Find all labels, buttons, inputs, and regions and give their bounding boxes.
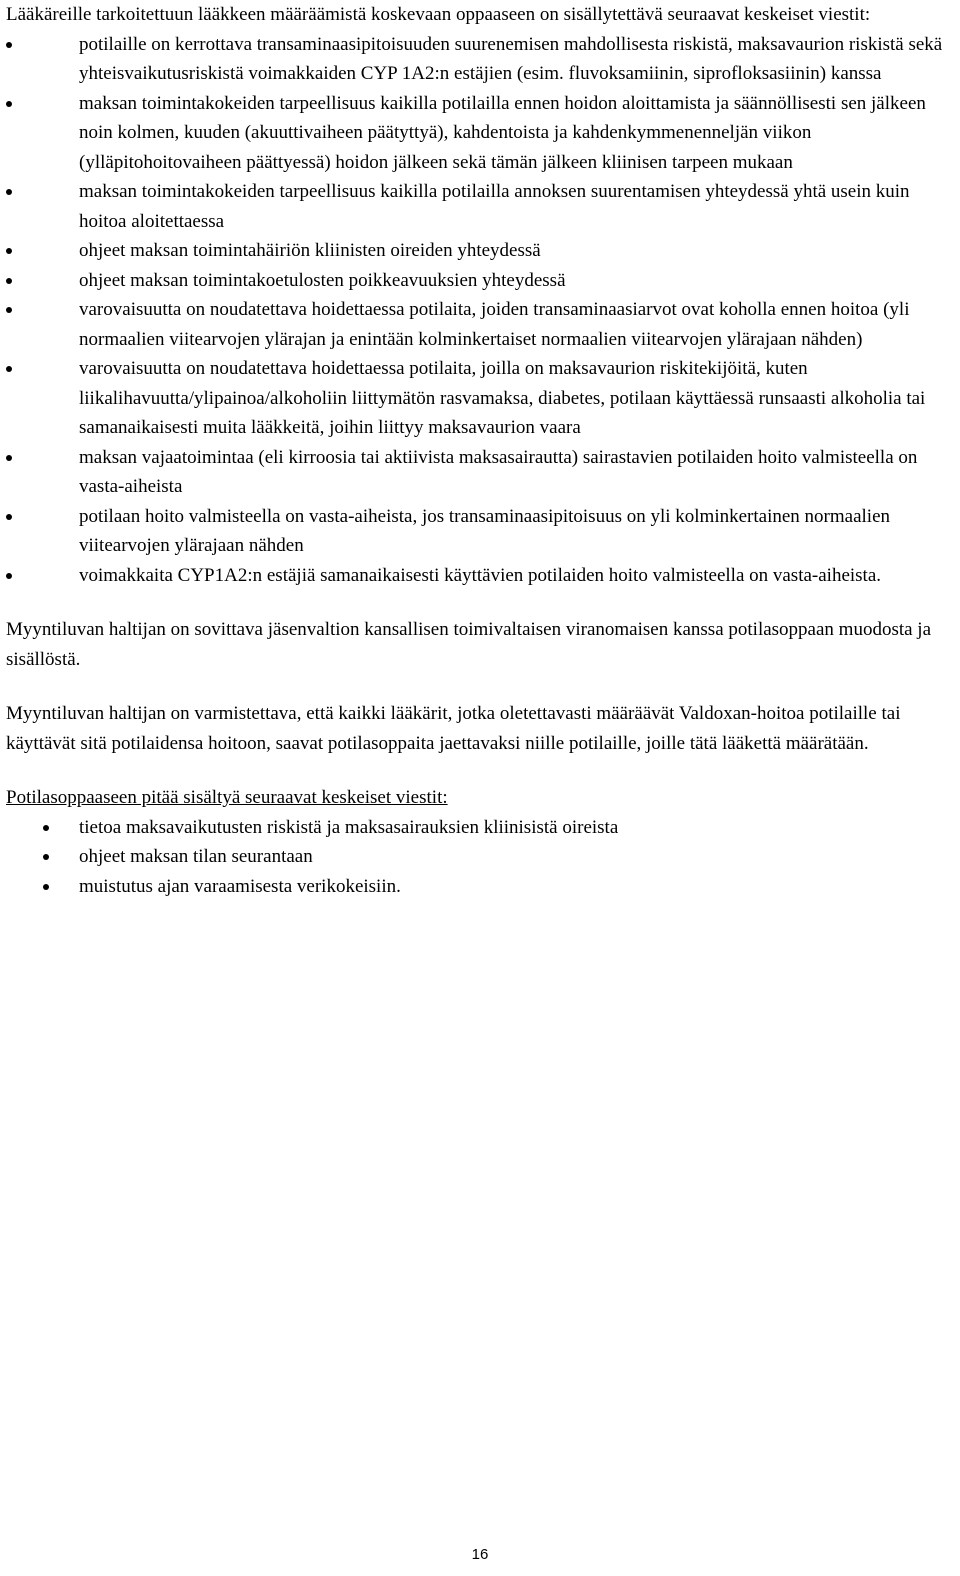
list-item [6,30,956,89]
patient-messages-list [6,813,956,902]
list-item-text: ohjeet maksan toimintahäiriön kliinisten oireiden yhteydessä [79,240,541,261]
list-item [6,502,956,561]
bullet-icon [6,248,12,254]
bullet-icon [43,854,49,860]
list-item-text: maksan vajaatoimintaa (eli kirroosia tai aktiivista maksasairautta) sairastavien potilaiden hoito valmisteella on vasta-aiheista [79,446,918,497]
bullet-icon [6,307,12,313]
bullet-icon [6,455,12,461]
list-item-text: maksan toimintakokeiden tarpeellisuus kaikilla potilailla ennen hoidon aloittamista ja säännöllisesti sen jälkeen noin kolmen, kuuden (akuuttivaiheen päätyttyä), kahdentoista ja kahdenkymmenenneljän viikon (ylläpitohoitovaiheen päättyessä) hoidon jälkeen sekä tämän jälkeen kliinisen tarpeen mukaan [79,92,926,173]
list-item [6,443,956,502]
list-item-text: ohjeet maksan toimintakoetulosten poikkeavuuksien yhteydessä [79,269,566,291]
list-item [6,872,956,902]
list-item-text: ohjeet maksan tilan seurantaan [79,846,313,867]
bullet-icon [6,366,12,372]
bullet-icon [6,514,12,520]
list-item-text: varovaisuutta on noudatettava hoidettaessa potilaita, joiden transaminaasiarvot ovat koholla ennen hoitoa (yli normaalien viitearvojen ylärajan ja enintään kolminkertaiset normaalien viitearvojen ylärajaan nähden) [79,299,910,350]
list-item [6,561,956,591]
list-item-text: varovaisuutta on noudatettava hoidettaessa potilaita, joilla on maksavaurion riskitekijöitä, kuten liikalihavuutta/ylipainoa/alkoholiin liittymätön rasvamaksa, diabetes, potilaan käyttäessä runsaasti alkoholia tai samanaikaisesti muita lääkkeitä, joihin liittyy maksavaurion vaara [79,358,926,438]
bullet-icon [6,101,12,107]
list-item-text: potilaan hoito valmisteella on vasta-aiheista, jos transaminaasipitoisuus on yli kolminkertainen normaalien viitearvojen ylärajaan nähden [79,505,891,556]
list-item [6,266,956,296]
bullet-icon [6,278,12,284]
list-item-text: maksan toimintakokeiden tarpeellisuus kaikilla potilailla annoksen suurentamisen yhteydessä yhtä usein kuin hoitoa aloitettaessa [79,181,910,232]
patient-guide-heading: Potilasoppaaseen pitää sisältyä seuraavat keskeiset viestit: [6,787,448,808]
paragraph-1: Myyntiluvan haltijan on sovittava jäsenvaltion kansallisen toimivaltaisen viranomaisen kanssa potilasoppaan muodosta ja sisällöstä. [6,619,932,670]
page-number: 16 [471,1546,489,1563]
list-item [6,177,956,236]
bullet-icon [43,825,49,831]
list-item [6,354,956,443]
list-item-text: voimakkaita CYP1A2:n estäjiä samanaikaisesti käyttävien potilaiden hoito valmisteella on vasta-aiheista. [79,564,882,586]
paragraph-2: Myyntiluvan haltijan on varmistettava, että kaikki lääkärit, jotka oletettavasti määräävät Valdoxan-hoitoa potilaille tai käyttävät sitä potilaidensa hoitoon, saavat potilasoppaita jaettavaksi niille potilaille, joille tätä lääkettä määrätään. [6,703,901,754]
physician-messages-list [6,30,956,591]
list-item [6,89,956,178]
intro-text: Lääkäreille tarkoitettuun lääkkeen määräämistä koskevaan oppaaseen on sisällytettävä seuraavat keskeiset viestit: [6,4,871,25]
list-item [6,813,956,843]
bullet-icon [6,189,12,195]
bullet-icon [43,884,49,890]
bullet-icon [6,42,12,48]
list-item [6,236,956,266]
list-item-text: muistutus ajan varaamisesta verikokeisiin. [79,875,401,897]
list-item-text: tietoa maksavaikutusten riskistä ja maksasairauksien kliinisistä oireista [79,816,619,838]
list-item [6,295,956,354]
list-item [6,842,956,872]
bullet-icon [6,573,12,579]
list-item-text: potilaille on kerrottava transaminaasipitoisuuden suurenemisen mahdollisesta riskistä, maksavaurion riskistä sekä yhteisvaikutusriskistä voimakkaiden CYP 1A2:n estäjien (esim. fluvoksamiinin, siprofloksasiinin) kanssa [79,33,943,84]
document-page [6,0,956,901]
